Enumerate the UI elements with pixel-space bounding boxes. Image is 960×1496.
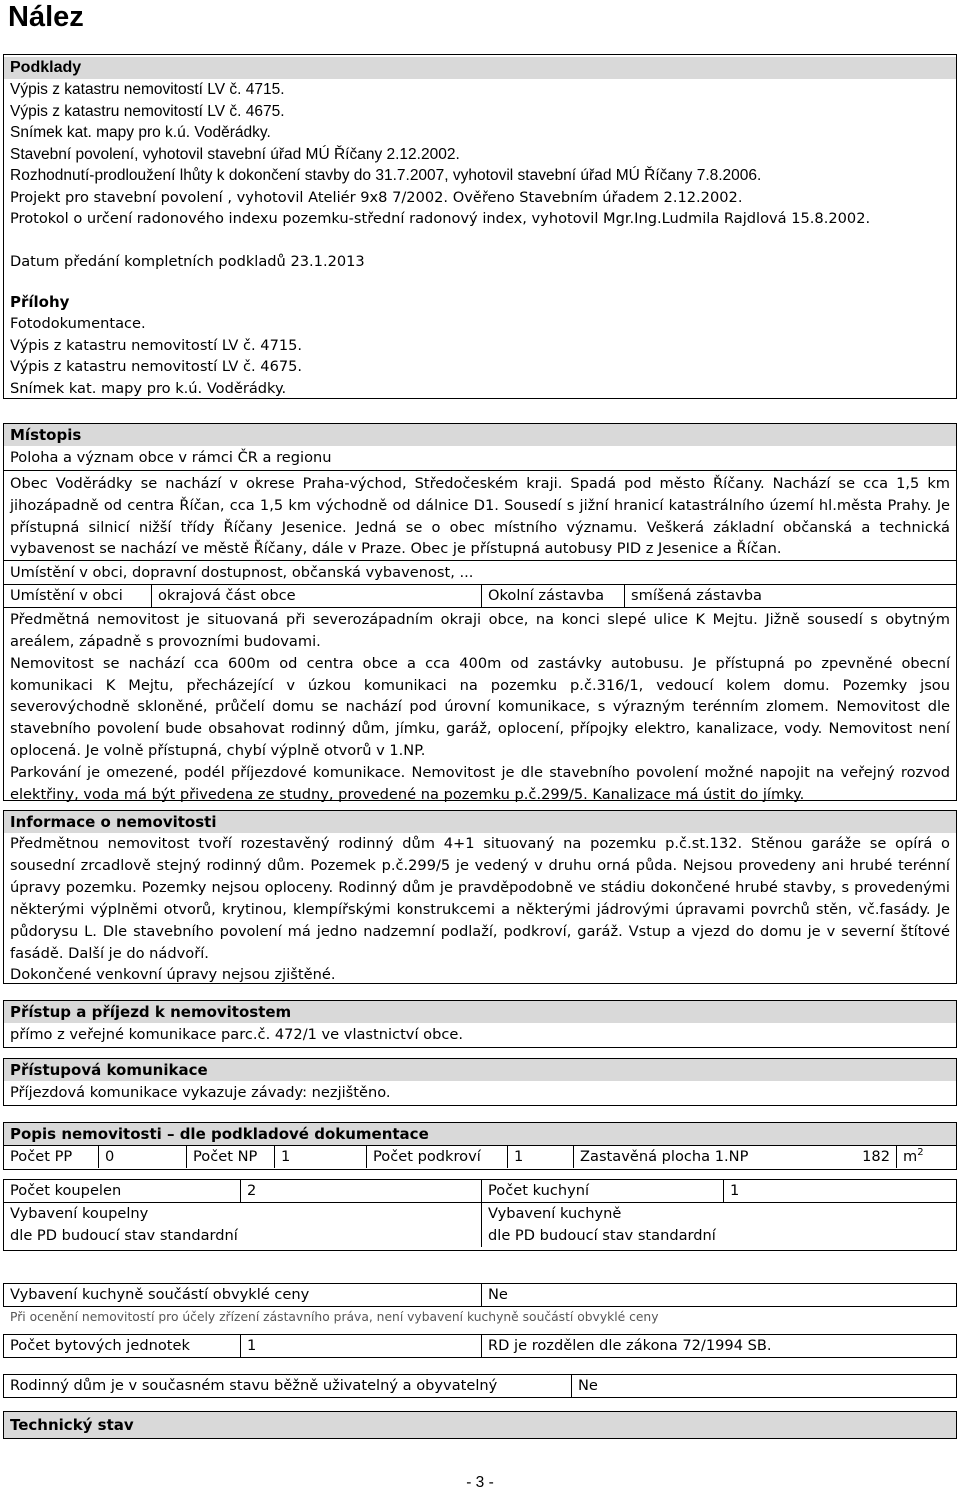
section-heading-mistopis: Místopis: [4, 424, 956, 446]
popis-row-podlazi: [4, 1145, 956, 1168]
vybaveni-koupelny-label: Vybavení koupelny: [10, 1205, 149, 1222]
priloha-item: Fotodokumentace.: [10, 315, 146, 332]
stav-label: Rodinný dům je v současném stavu běžně uživatelný a obyvatelný: [10, 1377, 498, 1394]
unit-text: m: [903, 1148, 918, 1165]
unit-exponent: 2: [917, 1147, 924, 1159]
pocet-pp-value: 0: [98, 1146, 186, 1168]
bytovych-label: Počet bytových jednotek: [10, 1337, 190, 1354]
zastavena-plocha-unit: [896, 1146, 956, 1168]
podklady-line: Rozhodnutí-prodloužení lhůty k dokončení stavby do 31.7.2007, vyhotovil stavební úřad MÚ Říčany 7.8.2006.: [10, 167, 762, 184]
priloha-item: Výpis z katastru nemovitostí LV č. 4675.: [10, 358, 303, 375]
mistopis-para-poloha: Obec Voděrádky se nachází v okrese Praha-východ, Středočeském kraji. Spadá pod město Říčany. Nachází se cca 1,5 km jihozápadně od centra Říčan, cca 1,5 km východně od dálnice D1. Sousedí s jižní hranicí katastrálního území hl.města Prahy. Je přístupná silnicí nižší třídy Říčany Jesenice. Jedná se o obec místního významu. Veškerá základní občanská a technická vybavenost se nachází ve městě Říčany, dále v Praze. Obec je přístupná autobusy PID z Jesenice a Říčan.: [10, 475, 950, 558]
umisteni-row: [4, 584, 956, 607]
section-bytove-jednotky: [3, 1334, 957, 1358]
priloha-item: Snímek kat. mapy pro k.ú. Voděrádky.: [10, 379, 287, 397]
popis-row-pocty: [4, 1180, 956, 1202]
umisteni-heading: Umístění v obci, dopravní dostupnost, občanská vybavenost, ...: [4, 560, 956, 584]
section-pristup: [3, 1000, 957, 1048]
section-podklady: [3, 54, 957, 399]
pocet-podkrovi-value: 1: [507, 1146, 573, 1168]
section-heading-komunikace: Přístupová komunikace: [4, 1059, 956, 1081]
podklady-line: Výpis z katastru nemovitostí LV č. 4675.: [10, 102, 285, 120]
section-vybaveni: [3, 1179, 957, 1251]
section-heading-popis: Popis nemovitosti – dle podkladové dokumentace: [4, 1123, 956, 1145]
podklady-line: Protokol o určení radonového indexu pozemku-střední radonový index, vyhotovil Mgr.Ing.Ludmila Rajdlová 15.8.2002.: [10, 210, 871, 227]
podklady-line: Výpis z katastru nemovitostí LV č. 4715.: [10, 81, 285, 98]
zastavena-plocha-label: Zastavěná plocha 1.NP: [573, 1146, 823, 1168]
pocet-podkrovi-label: Počet podkroví: [366, 1146, 507, 1168]
page-number: - 3 -: [466, 1474, 494, 1491]
okolni-label: Okolní zástavba: [481, 585, 624, 607]
bytovych-note: RD je rozdělen dle zákona 72/1994 SB.: [481, 1335, 956, 1357]
podklady-line: Stavební povolení, vyhotovil stavební úřad MÚ Říčany 2.12.2002.: [10, 145, 460, 163]
section-popis: [3, 1122, 957, 1170]
section-komunikace: [3, 1058, 957, 1106]
umisteni-value: okrajová část obce: [151, 585, 481, 607]
pocet-np-label: Počet NP: [186, 1146, 274, 1168]
vybaveni-koupelny-value: dle PD budoucí stav standardní: [10, 1227, 238, 1244]
umisteni-label: Umístění v obci: [10, 587, 123, 605]
mistopis-para-situace: Předmětná nemovitost je situovaná při severozápadním okraji obce, na konci slepé ulice K Mejtu. Jižně sousedí s obytným areálem, západně s provozními budovami.: [4, 607, 956, 653]
bytovych-row: [4, 1335, 956, 1357]
page-title: Nález: [8, 1, 84, 33]
section-heading-pristup: Přístup a příjezd k nemovitostem: [4, 1001, 956, 1023]
section-heading-informace: Informace o nemovitosti: [4, 811, 956, 833]
pristup-text: přímo z veřejné komunikace parc.č. 472/1 ve vlastnictví obce.: [10, 1026, 463, 1043]
koupelen-value: 2: [240, 1180, 481, 1202]
zastavena-plocha-value: 182: [862, 1148, 890, 1165]
soucasti-label: Vybavení kuchyně součástí obvyklé ceny: [10, 1286, 310, 1303]
podklady-line: Projekt pro stavební povolení , vyhotovil Ateliér 9x8 7/2002. Ověřeno Stavebním úřadem 2.12.2002.: [10, 188, 743, 206]
koupelen-label: Počet koupelen: [10, 1182, 122, 1199]
popis-row-vybaveni-value: [4, 1225, 956, 1247]
stav-value: Ne: [571, 1375, 956, 1397]
datum-predani: Datum předání kompletních podkladů 23.1.2013: [10, 252, 365, 270]
mistopis-para-parkovani: Parkování je omezené, podél příjezdové komunikace. Nemovitost je dle stavebního povolení možné napojit na veřejný rozvod elektřiny, voda má být přivedena ze studny, provedené na pozemku p.č.299/5. Kanalizace má ústit do jímky.: [10, 763, 950, 803]
soucasti-value: Ne: [481, 1284, 956, 1306]
section-informace: [3, 810, 957, 984]
soucasti-row: [4, 1284, 956, 1306]
podklady-line: Snímek kat. mapy pro k.ú. Voděrádky.: [10, 124, 271, 141]
pocet-np-value: 1: [274, 1146, 366, 1168]
soucasti-note: Při ocenění nemovitostí pro účely zřízení zástavního práva, není vybavení kuchyně součástí obvyklé ceny: [10, 1310, 659, 1324]
pocet-pp-label: Počet PP: [10, 1148, 73, 1165]
informace-para: Předmětnou nemovitost tvoří rozestavěný rodinný dům 4+1 situovaný na pozemku p.č.st.132. Stěnou garáže se opírá o sousední zrcadlově stejný rodinný dům. Pozemek p.č.299/5 je vedený v druhu orná půda. Nejsou provedeny ani hrubé terénní úpravy pozemku. Pozemky nejsou oploceny. Rodinný dům je pravděpodobně ve stádiu dokončené hrubé stavby, s provedenými některými výplněmi otvorů, krytinou, klempířskými konstrukcemi a některými jádrovými úpravami povrchů stěn, vč.fasády. Je půdorysu L. Dle stavebního povolení má jedno nadzemní podlaží, podkroví, garáž. Vstup a vjezd do domu je v severní štítové fasádě. Další je do nádvoří.: [10, 835, 950, 962]
informace-line: Dokončené venkovní úpravy nejsou zjištěné.: [10, 966, 336, 984]
mistopis-subheading: Poloha a význam obce v rámci ČR a regionu: [4, 446, 956, 471]
mistopis-para-dostupnost: Nemovitost se nachází cca 600m od centra obce a cca 400m od zastávky autobusu. Je přístupná po zpevněné obecní komunikaci K Mejtu, přecházející v úzkou komunikaci na pozemku p.č.316/1, vedoucí kolem domu. Pozemky jsou severovýchodně skloněné, průčelí domu se nachází pod úrovní komunikace, s výrazným terénním zlomem. Nemovitost dle stavebního povolení bude obsahovat rodinný dům, jímku, garáž, oplocení, přípojky elektro, kanalizace, vody. Nemovitost není oplocená. Je volně přístupná, chybí výplně otvorů v 1.NP.: [10, 654, 950, 759]
popis-row-vybaveni-label: [4, 1202, 956, 1225]
kuchyni-value: 1: [723, 1180, 956, 1202]
vybaveni-kuchyne-value: dle PD budoucí stav standardní: [481, 1225, 956, 1247]
bytovych-value: 1: [240, 1335, 481, 1357]
section-heading-prilohy: Přílohy: [10, 293, 70, 311]
komunikace-text: Příjezdová komunikace vykazuje závady: nezjištěno.: [10, 1084, 391, 1101]
section-mistopis: [3, 423, 957, 801]
kuchyni-label: Počet kuchyní: [481, 1180, 723, 1202]
section-heading-podklady: Podklady: [4, 57, 956, 79]
section-heading-technicky: Technický stav: [4, 1412, 956, 1438]
section-technicky-stav: [3, 1411, 957, 1439]
vybaveni-kuchyne-label: Vybavení kuchyně: [481, 1203, 956, 1225]
section-stav-uzivatelnosti: [3, 1374, 957, 1398]
priloha-item: Výpis z katastru nemovitostí LV č. 4715.: [10, 336, 303, 354]
stav-row: [4, 1375, 956, 1397]
okolni-value: smíšená zástavba: [624, 585, 956, 607]
section-kuchyne-soucasti: [3, 1283, 957, 1307]
